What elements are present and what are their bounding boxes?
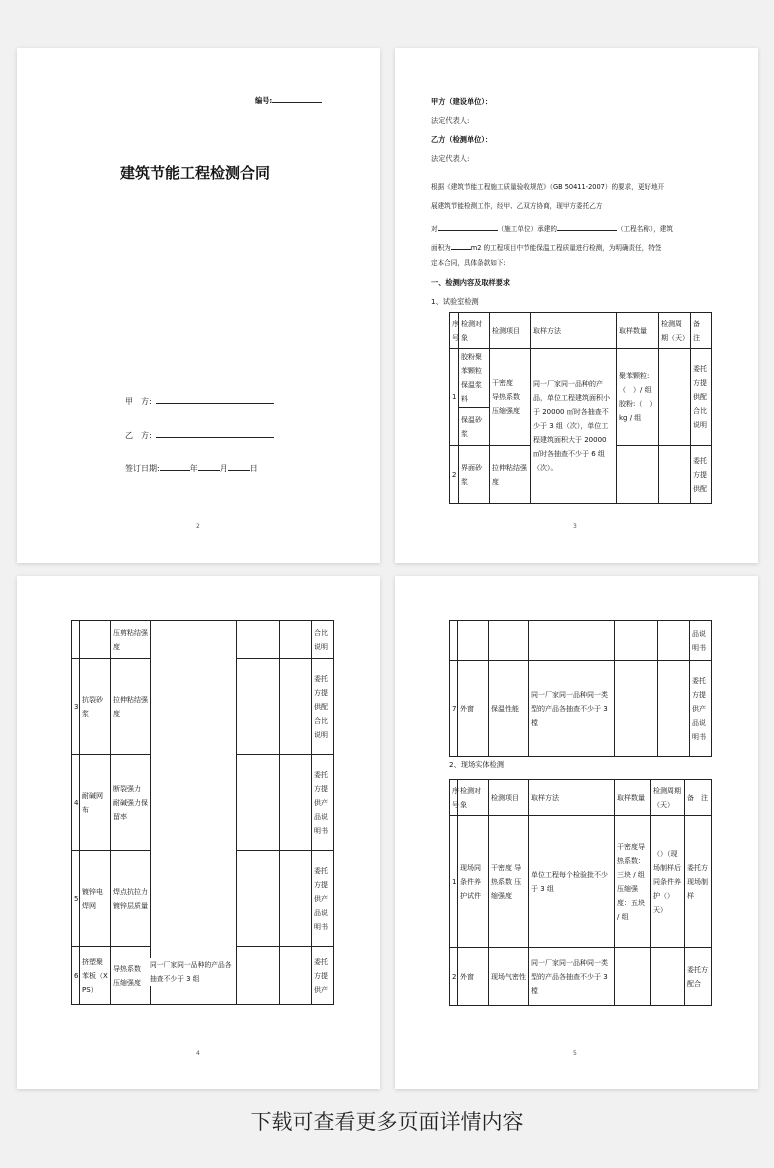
sub-heading-lab: 1、试验室检测 [431,297,479,306]
row-object: 抗裂砂浆 [80,659,111,755]
row-note: 委托方提供产品说明书 [312,755,334,851]
row-items: 干密度 导热系数 压缩强度 [489,816,529,948]
para-line-4: 面积为 m2 的工程项目中节能保温工程质量进行检测，为明确责任，特签 [431,241,662,253]
row-item: 拉伸粘结强度 [490,446,531,504]
row-object: 现场同条件养护试件 [458,816,489,948]
row-cycle [651,948,685,1006]
row-seq: 7 [450,661,458,757]
row-seq: 1 [450,816,458,948]
page-number: 5 [573,1050,577,1057]
row-method [529,621,615,661]
row-seq [450,621,458,661]
legal-rep-a: 法定代表人: [431,116,470,125]
row-cycle [280,659,312,755]
contract-page-5 [395,576,758,1089]
party-a-line: 甲 方: [125,394,274,407]
row-cycle [280,621,312,659]
row-items: 干密度 导热系数 压缩强度 [490,349,531,446]
header-cycle: 检测周期（天） [651,780,685,816]
row-quantity: 聚苯颗粒:（ ）/ 组 胶粉:（ ）kg / 组 [617,349,659,446]
row-note: 委托方提供产 [312,947,334,1005]
row-item: 焊点抗拉力 镀锌层质量 [111,851,151,947]
header-method: 取样方法 [531,313,617,349]
row-note: 品说明书 [690,621,712,661]
row-method: 单位工程每个检验批不少于 3 组 [529,816,615,948]
row-object [458,621,489,661]
header-seq: 序号 [450,780,458,816]
row-quantity: 干密度导热系数：三块 / 组 压缩强度：五块 / 组 [615,816,651,948]
header-method: 取样方法 [529,780,615,816]
para-line-3: 对 （施工单位）承建的 （工程名称），建筑 [431,222,673,234]
row-note: 委托方提供产品说明书 [690,661,712,757]
lab-test-table-cont [71,620,334,1005]
contract-number-label: 编号: [255,94,322,106]
row-object: 挤塑聚苯板（XPS） [80,947,111,1005]
row-seq: 3 [72,659,80,755]
download-more-link[interactable]: 下载可查看更多页面详情内容 [250,1110,524,1134]
row-item: 保温性能 [489,661,529,757]
header-item: 检测项目 [489,780,529,816]
para-line-1: 根据《建筑节能工程施工质量验收规范》（GB 50411-2007）的要求，更好地开 [431,183,665,191]
row-cycle [280,755,312,851]
row-object: 界面砂浆 [459,446,490,504]
row-object [80,621,111,659]
row-item: 现场气密性 [489,948,529,1006]
party-b-heading: 乙方（检测单位）： [431,135,493,144]
row-method: 同一厂家同一品种同一类型的产品各抽查不少于 3 樘 [529,661,615,757]
party-b-line: 乙 方: [125,428,274,441]
row-cycle [658,621,690,661]
row-cycle [659,446,691,504]
row-note: 委托方现场制样 [685,816,712,948]
row-seq: 6 [72,947,80,1005]
lab-test-table [449,312,712,504]
sub-heading-field: 2、现场实体检测 [449,760,504,769]
row-note: 委托方提供配合比说明 [691,349,712,446]
row-note: 委托方提供配合比说明 [312,659,334,755]
row-quantity [615,621,658,661]
contract-title: 建筑节能工程检测合同 [120,164,271,182]
row-seq: 4 [72,755,80,851]
header-quantity: 取样数量 [617,313,659,349]
field-test-table [449,779,712,1006]
header-item: 检测项目 [490,313,531,349]
lab-test-table-end [449,620,712,757]
row-cycle: （）（现场制样后同条件养护（）天） [651,816,685,948]
header-object: 检测对象 [458,780,489,816]
row-note: 委托方配合 [685,948,712,1006]
header-object: 检测对象 [459,313,490,349]
page-number: 4 [196,1050,200,1057]
row-cycle [658,661,690,757]
contract-page-3 [395,48,758,563]
contract-page-4 [17,576,380,1089]
page-number: 2 [196,523,200,530]
para-line-2: 展建筑节能检测工作，经甲、乙双方协商，现甲方委托乙方 [431,202,603,210]
row6-method-text: 同一厂家同一品种的产品各抽查不少于 3 组 [150,958,234,986]
row-note: 委托方提供配 [691,446,712,504]
header-quantity: 取样数量 [615,780,651,816]
header-note: 备 注 [685,780,712,816]
legal-rep-b: 法定代表人: [431,154,470,163]
row-quantity [237,621,280,659]
row-item: 导热系数 压缩强度 [111,947,151,1005]
row-seq: 5 [72,851,80,947]
contract-cover-page [17,48,380,563]
row-seq: 1 [450,349,459,446]
row-object: 外窗 [458,661,489,757]
row-cycle [280,851,312,947]
row-quantity [237,755,280,851]
header-note: 备 注 [691,313,712,349]
page-number: 3 [573,523,577,530]
row-object: 外窗 [458,948,489,1006]
section-heading-1: 一、检测内容及取样要求 [431,278,511,287]
row-object: 镀锌电焊网 [80,851,111,947]
row-method: 同一厂家同一品种的产品，单位工程建筑面积小于 20000 ㎡时各抽查不少于 3 组（次），单位工程建筑面积大于 20000 ㎡时各抽查不少于 6 组（次）。 [531,349,617,504]
header-cycle: 检测周期（天） [659,313,691,349]
para-line-5: 定本合同，具体条款如下: [431,259,506,267]
sign-date-line: 签订日期: 年 月 日 [125,461,258,474]
party-a-heading: 甲方（建设单位）： [431,97,493,106]
row-quantity [237,851,280,947]
row-item: 断裂强力 耐碱强力保留率 [111,755,151,851]
row-object: 耐碱网布 [80,755,111,851]
row-seq [72,621,80,659]
row-method [151,621,237,1005]
row-quantity [237,659,280,755]
row-quantity [615,661,658,757]
row-cycle [659,349,691,446]
row-quantity [615,948,651,1006]
header-seq: 序号 [450,313,459,349]
row-method: 同一厂家同一品种同一类型的产品各抽查不少于 3 樘 [529,948,615,1006]
row-item: 压剪粘结强度 [111,621,151,659]
row-quantity [617,446,659,504]
row-item: 拉伸粘结强度 [111,659,151,755]
row-object: 保温砂浆 [459,408,490,446]
row-note: 委托方提供产品说明书 [312,851,334,947]
row-item [489,621,529,661]
row-seq: 2 [450,948,458,1006]
row-quantity [237,947,280,1005]
row-note: 合比说明 [312,621,334,659]
row-seq: 2 [450,446,459,504]
row-cycle [280,947,312,1005]
row-object: 胶粉聚苯颗粒保温浆料 [459,349,490,408]
